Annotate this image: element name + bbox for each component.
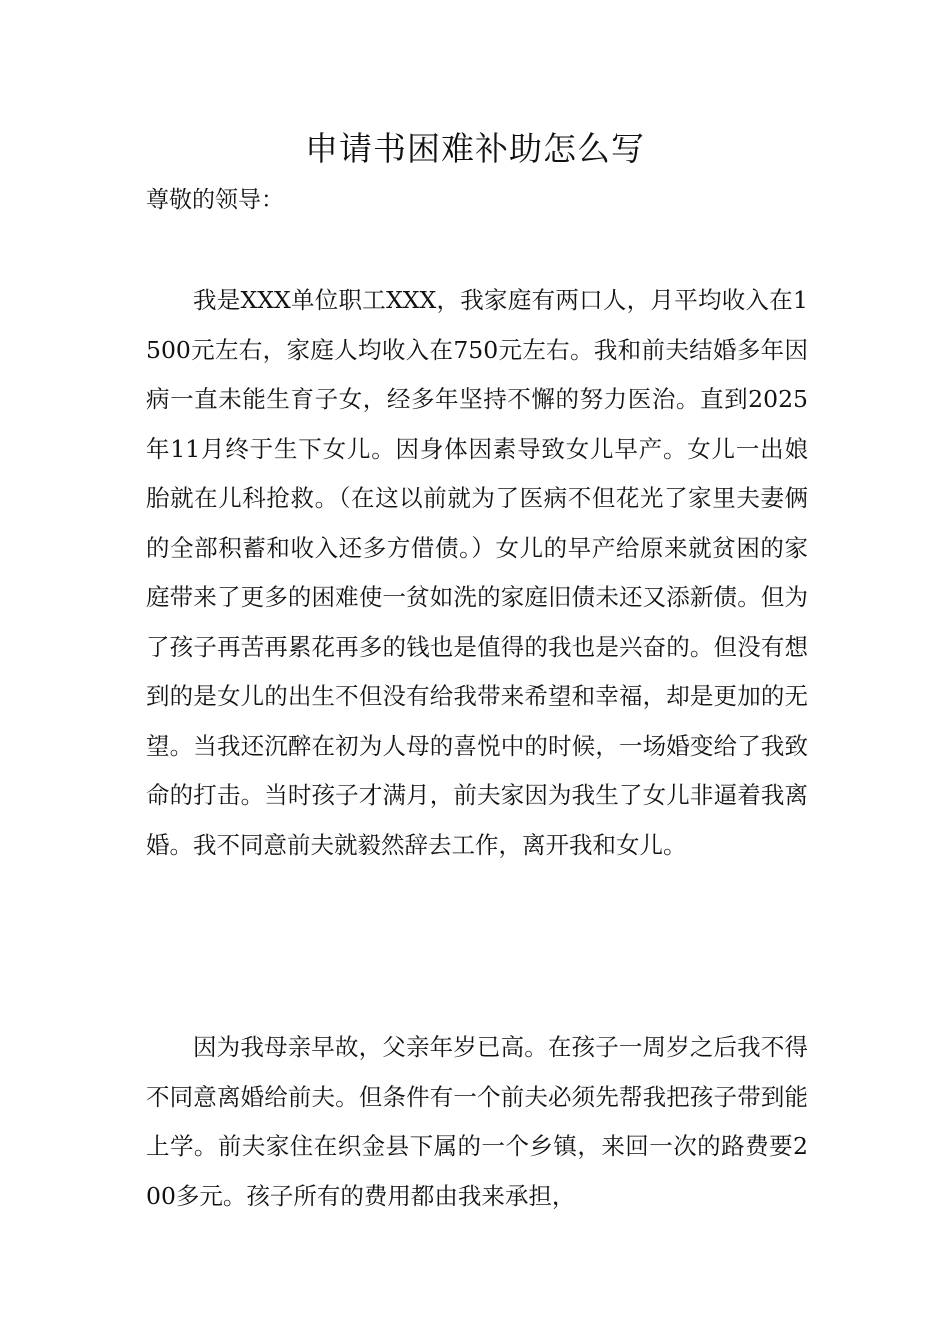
document-title: 申请书困难补助怎么写: [305, 129, 645, 168]
body-paragraph-2: 因为我母亲早故，父亲年岁已高。在孩子一周岁之后我不得不同意离婚给前夫。但条件有一个前夫必须先帮我把孩子带到能上学。前夫家住在织金县下属的一个乡镇，来回一次的路费要200多元。孩子所有的费用都由我来承担，: [146, 1033, 808, 1210]
salutation: 尊敬的领导：: [146, 187, 284, 213]
body-paragraph-1: 我是XXX单位职工XXX，我家庭有两口人，月平均收入在1500元左右，家庭人均收入在750元左右。我和前夫结婚多年因病一直未能生育子女，经多年坚持不懈的努力医治。直到2025年11月终于生下女儿。因身体因素导致女儿早产。女儿一出娘胎就在儿科抢救。（在这以前就为了医病不但花光了家里夫妻俩的全部积蓄和收入还多方借债。）女儿的早产给原来就贫困的家庭带来了更多的困难使一贫如洗的家庭旧债未还又添新债。但为了孩子再苦再累花再多的钱也是值得的我也是兴奋的。但没有想到的是女儿的出生不但没有给我带来希望和幸福，却是更加的无望。当我还沉醉在初为人母的喜悦中的时候，一场婚变给了我致命的打击。当时孩子才满月，前夫家因为我生了女儿非逼着我离婚。我不同意前夫就毅然辞去工作，离开我和女儿。: [146, 286, 808, 859]
